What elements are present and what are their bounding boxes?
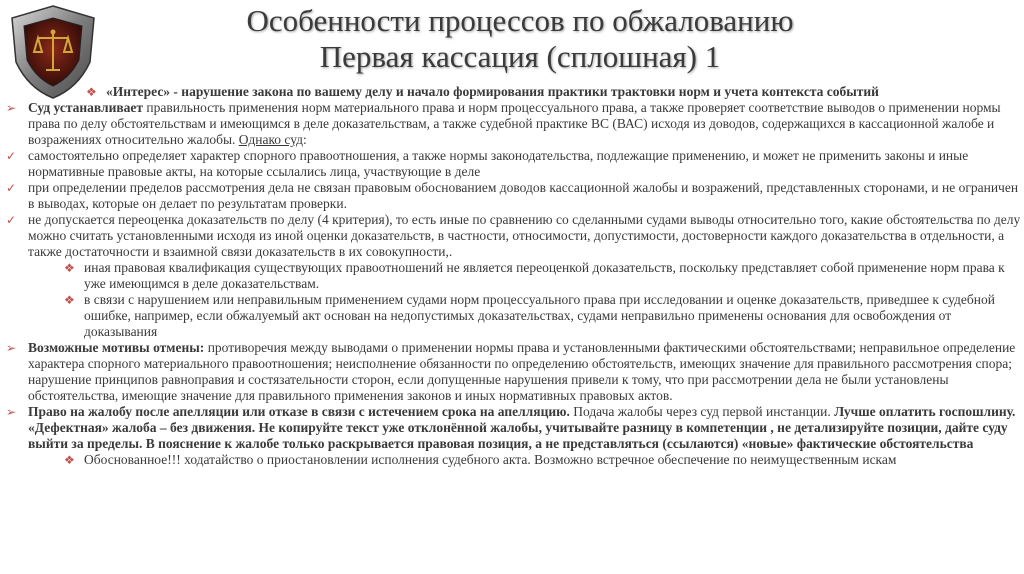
diamond-bullet-icon: ❖ [64, 261, 75, 275]
list-item: ➢ Суд устанавливает правильность применения норм материального права и норм процессуального права, а также проверяет соответствие выводов о применении нормы права по делу обстоятельствам и имеющимся в деле доказательствам, а также судебной практике ВС (ВАС) исходя из доводов, содержащихся в кассационной жалобе и возражениях относительно жалобы. Однако суд: [6, 100, 1001, 147]
list-item: ✓ не допускается переоценка доказательств по делу (4 критерия), то есть иные по сравнению со сделанными судами выводы относительно того, какие обстоятельства по делу можно считать установленными исходя из иной оценки доказательств, в частности, относимости, допустимости, достоверности каждого доказательства в отдельности, а также достаточности и взаимной связи доказательств в их совокупности,. [6, 212, 1021, 259]
arrow-bullet-icon: ➢ [6, 341, 17, 355]
page-title-line2: Первая кассация (сплошная) 1 [319, 39, 721, 74]
diamond-bullet-icon: ❖ [86, 85, 97, 99]
diamond-bullet-icon: ❖ [64, 453, 75, 467]
list-item: ❖ «Интерес» - нарушение закона по вашему делу и начало формирования практики трактовки норм и учета контекста событий [86, 84, 879, 99]
check-bullet-icon: ✓ [6, 181, 17, 195]
list-item: ❖ Обоснованное!!! ходатайство о приостановлении исполнения судебного акта. Возможно встречное обеспечение по неимущественным искам [64, 452, 897, 467]
arrow-bullet-icon: ➢ [6, 101, 17, 115]
check-bullet-icon: ✓ [6, 213, 17, 227]
slide-content [6, 84, 1022, 468]
list-item: ✓ самостоятельно определяет характер спорного правоотношения, а также нормы законодательства, подлежащие применению, и может не применить законы и иные нормативные правовые акты, на которые ссылались лица, участвующие в деле [6, 148, 969, 179]
check-bullet-icon: ✓ [6, 149, 17, 163]
list-item: ➢ Право на жалобу после апелляции или отказе в связи с истечением срока на апелляцию. Подача жалобы через суд первой инстанции. Лучше оплатить госпошлину. «Дефектная» жалоба – без движения. Не копируйте текст уже отклонённой жалобы, учитывайте разницу в компетенции , не детализируйте позиции, дайте суду выйти за пределы. В пояснение к жалобе только раскрывается правовая позиция, а не представляться (ссылаются) «новые» фактические обстоятельства [6, 404, 1016, 451]
diamond-bullet-icon: ❖ [64, 293, 75, 307]
arrow-bullet-icon: ➢ [6, 405, 17, 419]
list-item: ➢ Возможные мотивы отмены: противоречия между выводами о применении нормы права и установленными фактическими обстоятельствами; неправильное определение характера спорного материального правоотношения; неисполнение обязанности по определению обстоятельств, имеющих значение для правильного рассмотрения спора; нарушение принципов равноправия и состязательности сторон, если допущенные нарушения привели к тому, что при рассмотрении дела не были установлены обстоятельства, имеющие значение для правильного применения законов и иных нормативных правовых актов. [6, 340, 1016, 403]
list-item: ❖ иная правовая квалификация существующих правоотношений не является переоценкой доказательств, поскольку представляет собой применение норм права к уже имеющимся в деле доказательствам. [64, 260, 1005, 291]
list-item: ❖ в связи с нарушением или неправильным применением судами норм процессуального права при исследовании и оценке доказательств, приведшее к судебной ошибке, например, если обжалуемый акт основан на недопустимых доказательствах, судами неправильно применены основания для освобождения от доказывания [64, 292, 995, 339]
list-item: ✓ при определении пределов рассмотрения дела не связан правовым обоснованием доводов кассационной жалобы и возражений, представленных сторонами, и не ограничен в выводах, которые он делает по результатам проверки. [6, 180, 1019, 211]
page-title-line1: Особенности процессов по обжалованию [246, 3, 794, 38]
